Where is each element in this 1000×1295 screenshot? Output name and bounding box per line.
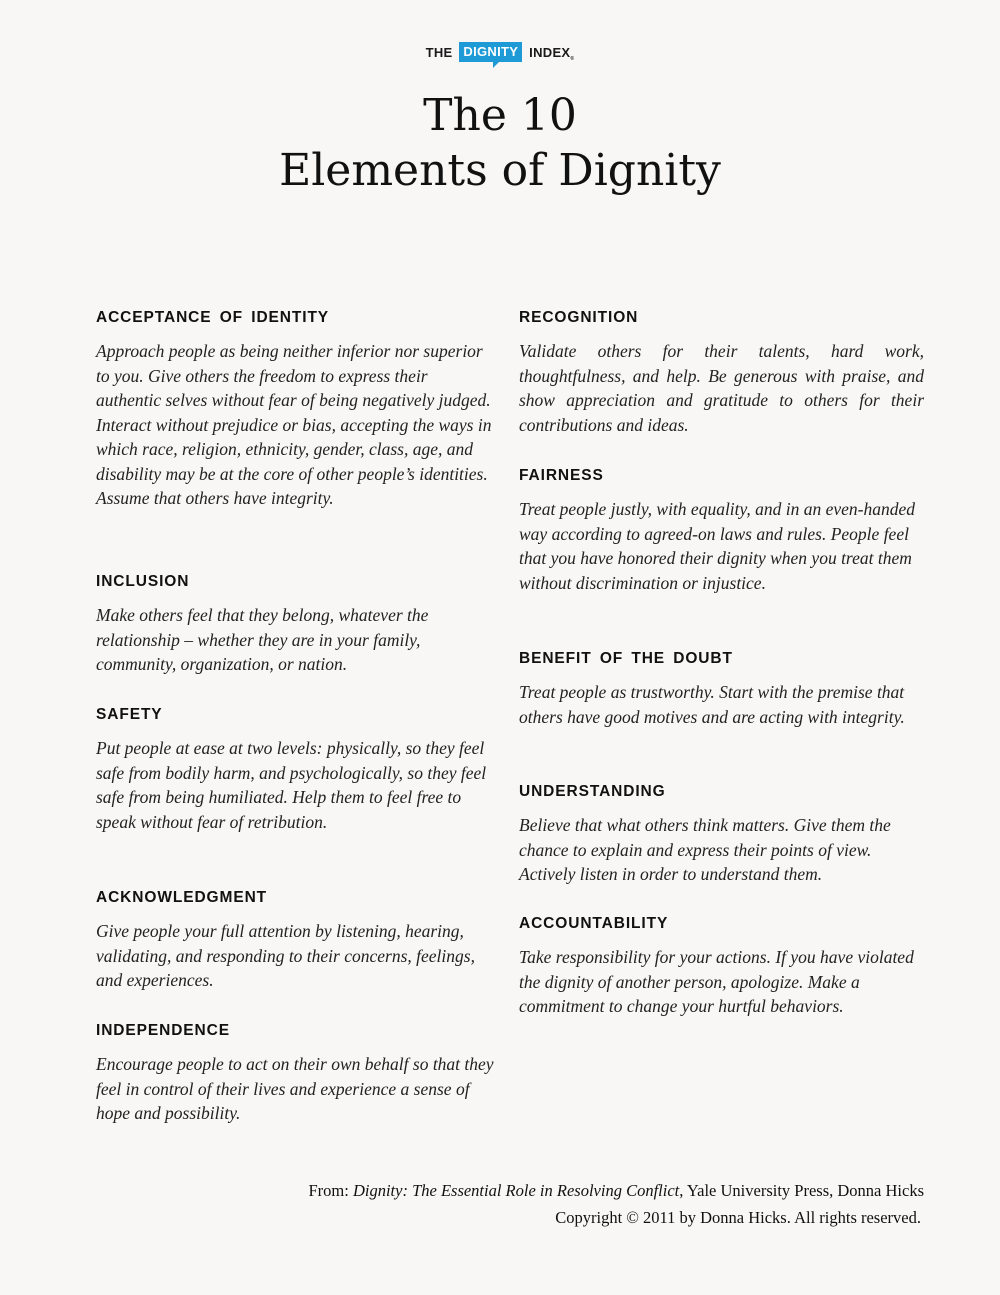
element-description: Believe that what others think matters. Give them the chance to explain and express their points of view. Actively listen in order to understand them.	[519, 815, 891, 884]
element-independence	[96, 1022, 494, 1126]
element-description: Approach people as being neither inferior nor superior to you. Give others the freedom to express their authentic selves without fear of being negatively judged. Interact without prejudice or bias, accepting the ways in which race, religion, ethnicity, gender, class, age, and disability may be at the core of other people’s identities. Assume that others have integrity.	[96, 341, 492, 508]
logo-registered-mark: ®	[570, 56, 575, 62]
page-title-line-1: The 10	[423, 90, 577, 141]
element-heading: RECOGNITION	[519, 309, 639, 326]
element-description: Give people your full attention by listening, hearing, validating, and responding to their concerns, feelings, and experiences.	[96, 921, 475, 990]
citation-from-label: From:	[308, 1181, 349, 1200]
element-inclusion	[96, 573, 494, 677]
element-description: Treat people justly, with equality, and in an even-handed way according to agreed-on laws and rules. People feel that you have honored their dignity when you treat them without discrimination or injustice.	[519, 499, 915, 593]
element-heading: FAIRNESS	[519, 467, 604, 484]
element-acknowledgment	[96, 889, 494, 993]
element-description: Make others feel that they belong, whatever the relationship – whether they are in your family, community, organization, or nation.	[96, 605, 429, 674]
logo-suffix: INDEX	[529, 44, 571, 60]
citation-book-title: Dignity: The Essential Role in Resolving Conflict	[352, 1181, 680, 1200]
element-heading: SAFETY	[96, 706, 163, 723]
copyright-notice: Copyright © 2011 by Donna Hicks. All rights reserved.	[555, 1208, 921, 1227]
citation-publisher-author: , Yale University Press, Donna Hicks	[679, 1181, 924, 1200]
element-description: Treat people as trustworthy. Start with the premise that others have good motives and are acting with integrity.	[519, 682, 905, 727]
element-heading: BENEFIT OF THE DOUBT	[519, 650, 733, 667]
element-description: Validate others for their talents, hard work, thoughtfulness, and help. Be generous with praise, and show appreciation and gratitude to others for their contributions and ideas.	[519, 341, 924, 435]
element-heading: ACKNOWLEDGMENT	[96, 889, 268, 906]
logo-highlight: DIGNITY	[459, 42, 522, 62]
element-heading: ACCOUNTABILITY	[519, 915, 669, 932]
element-heading: INCLUSION	[96, 573, 190, 590]
element-description: Take responsibility for your actions. If you have violated the dignity of another person, apologize. Make a commitment to change your hurtful behaviors.	[519, 947, 914, 1016]
element-safety	[96, 706, 494, 834]
page-title	[0, 88, 1000, 198]
element-understanding	[519, 783, 924, 887]
element-fairness	[519, 467, 924, 595]
element-heading: ACCEPTANCE OF IDENTITY	[96, 309, 330, 326]
element-accountability	[519, 915, 924, 1019]
element-description: Encourage people to act on their own behalf so that they feel in control of their lives and experience a sense of hope and possibility.	[96, 1054, 494, 1123]
dignity-index-logo	[0, 42, 1000, 62]
element-benefit-of-the-doubt	[519, 650, 924, 729]
element-heading: UNDERSTANDING	[519, 783, 666, 800]
element-description: Put people at ease at two levels: physically, so they feel safe from bodily harm, and psychologically, so they feel safe from being humiliated. Help them to feel free to speak without fear of retribution.	[96, 738, 487, 832]
citation-source	[308, 1177, 924, 1204]
logo-prefix: THE	[425, 44, 453, 60]
element-acceptance-of-identity	[96, 309, 494, 511]
page-title-line-2: Elements of Dignity	[279, 145, 721, 196]
citation-footer	[308, 1177, 924, 1231]
element-heading: INDEPENDENCE	[96, 1022, 230, 1039]
element-recognition	[519, 309, 924, 437]
